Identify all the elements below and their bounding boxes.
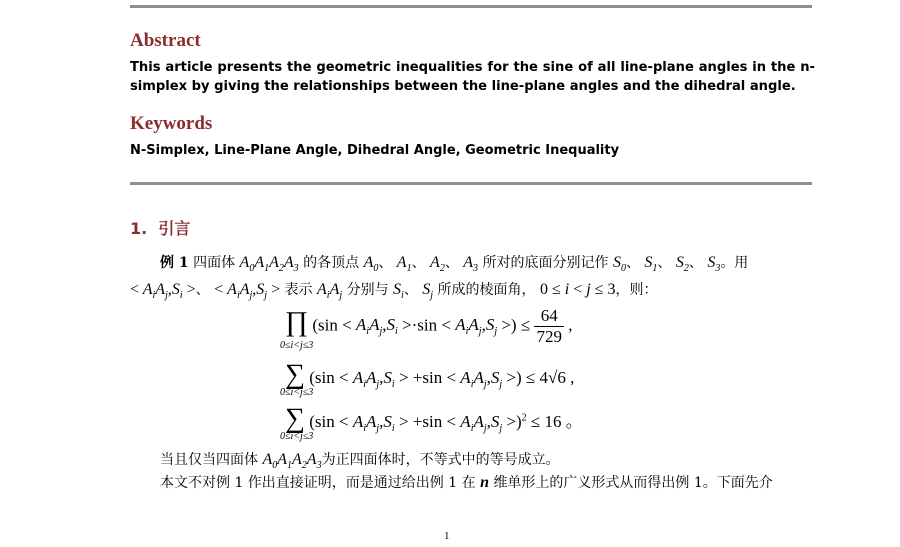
equation-1: ∏ ($\sin < A_iA_j,S_i >\cdot\sin < A_iA_j,S_j$ >) ≤ $\frac{64}{729}$ ,: [285, 306, 573, 346]
keywords-text: N-Simplex, Line-Plane Angle, Dihedral Angle, Geometric Inequality: [130, 143, 620, 158]
eq3-limit: 0≤i<j≤3: [280, 431, 314, 442]
example-text-e: 表示: [284, 282, 313, 298]
example-text-a: 四面体: [193, 255, 236, 271]
angle-notation: < $A_iA_j,S_i$ >: [130, 281, 196, 301]
example-text-c: 所对的底面分别记作: [482, 255, 609, 271]
tetrahedron-symbol: $A_0A_1A_2A_3$: [239, 254, 299, 274]
section-rule: [130, 182, 812, 185]
vertex-symbols: $A_0$: [363, 254, 379, 274]
equation-3: ∑ $(\sin < A_iA_j,S_i > +\sin < A_iA_j,S_j >)^2 \le 16$ 。: [285, 403, 583, 434]
example-label: 例 1: [160, 255, 189, 271]
eq3-rhs: ≤ 16: [530, 412, 562, 431]
equation-2: ∑ ($\sin < A_iA_j,S_i > +\sin < A_iA_j,S_j$ >) ≤ 4√6 ,: [285, 359, 575, 390]
top-rule: [130, 5, 812, 8]
section-heading: [130, 216, 190, 239]
conclusion-line-2: 本文不对例 1 作出直接证明，而是通过给出例 1 在 n 维单形上的广义形式从而得出例 1。下面先介: [160, 474, 773, 491]
example-line-2: < $A_iA_j,S_i$ >、 < $A_iA_j,S_j$ > 表示 $A_iA_j$ 分别与 $S_i$、 $S_j$ 所成的棱面角， 0 ≤ i < j ≤ 3，则：: [130, 281, 658, 301]
eq1-fraction: $\frac{64}{729}$: [536, 306, 562, 346]
sum-symbol-2: ∑: [285, 403, 305, 434]
index-condition: 0 ≤ i < j ≤ 3: [539, 281, 616, 298]
section-title: 引言: [158, 219, 191, 238]
example-text-d: 。用: [720, 255, 749, 271]
abstract-heading: Abstract: [130, 30, 201, 51]
keywords-heading: Keywords: [130, 113, 213, 134]
eq1-limit: 0≤i<j≤3: [280, 340, 314, 351]
abstract-text: This article presents the geometric inequalities for the sine of all line-plane angles in the n-simplex by giving the relationships between the line-plane angles and the dihedral angle.: [130, 60, 815, 94]
conclusion-line-1: 当且仅当四面体 $A_0A_1A_2A_3$为正四面体时，不等式中的等号成立。: [160, 451, 560, 471]
example-text-g: 所成的棱面角，: [437, 282, 536, 298]
face-symbols: $S_0$: [612, 254, 626, 274]
eq2-limit: 0≤i<j≤3: [280, 387, 314, 398]
section-number: 1.: [130, 219, 148, 238]
eq2-rhs: ≤ 4√6: [525, 368, 566, 387]
example-line-1: 例 1 四面体 $A_0A_1A_2A_3$ 的各顶点 $A_0$、 $A_1$、 $A_2$、 $A_3$ 所对的底面分别记作 $S_0$、 $S_1$、 $S_2$、 $S_3$。用: [160, 254, 749, 274]
page-number: 1: [444, 530, 450, 542]
example-text-h: ，则：: [615, 282, 658, 298]
product-symbol: ∏: [285, 306, 309, 338]
example-text-b: 的各顶点: [303, 255, 360, 271]
example-text-f: 分别与: [346, 282, 389, 298]
sum-symbol: ∑: [285, 359, 305, 390]
